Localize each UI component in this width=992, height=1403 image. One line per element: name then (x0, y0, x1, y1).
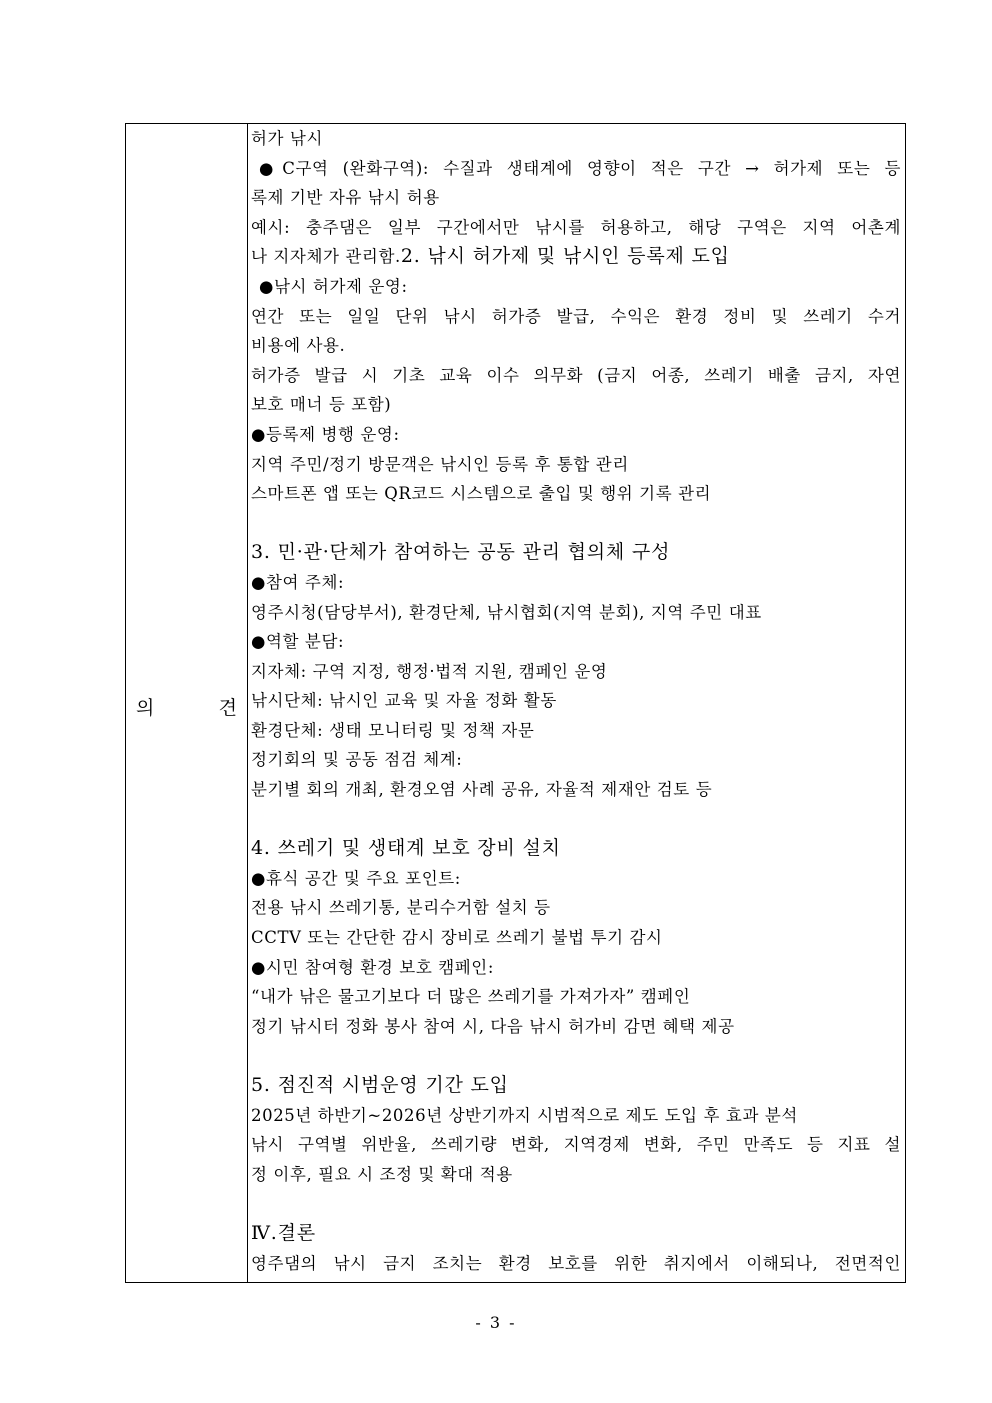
line-text: CCTV 또는 간단한 감시 장비로 쓰레기 불법 투기 감시 (251, 928, 663, 948)
line-text: 정기 낚시터 정화 봉사 참여 시, 다음 낚시 허가비 감면 혜택 제공 (251, 1016, 735, 1036)
label-char-2: 견 (218, 696, 237, 719)
line-text: 허가증 발급 시 기초 교육 이수 의무화 (금지 어종, 쓰레기 배출 금지, 자연 (251, 365, 901, 385)
content-line (251, 509, 901, 539)
content-line (251, 361, 901, 391)
line-text: 3. 민·관·단체가 참여하는 공동 관리 협의체 구성 (251, 541, 671, 564)
line-text: 정기회의 및 공동 점검 체계: (251, 750, 463, 770)
content-line (251, 627, 901, 657)
opinion-table (125, 123, 906, 1283)
line-text: ●휴식 공간 및 주요 포인트: (251, 868, 461, 888)
line-text: 보호 매너 등 포함) (251, 395, 392, 415)
line-text: 비용에 사용. (251, 336, 346, 356)
line-text: 스마트폰 앱 또는 QR코드 시스템으로 출입 및 행위 기록 관리 (251, 484, 712, 504)
section-heading-inline: 2. 낚시 허가제 및 낚시인 등록제 도입 (400, 245, 730, 268)
content-line (251, 953, 901, 983)
line-text: 낚시단체: 낚시인 교육 및 자율 정화 활동 (251, 691, 557, 711)
content-line (251, 923, 901, 953)
content-line (251, 598, 901, 628)
section-heading (251, 834, 901, 864)
line-text: 지자체: 구역 지정, 행정·법적 지원, 캠페인 운영 (251, 661, 608, 681)
line-text: ●C구역 (완화구역): 수질과 생태계에 영향이 적은 구간 → 허가제 또는 등 (259, 158, 901, 178)
content-line (251, 479, 901, 509)
line-text: ●낚시 허가제 운영: (259, 276, 408, 296)
line-text: 5. 점진적 시범운영 기간 도입 (251, 1074, 509, 1096)
line-text: 록제 기반 자유 낚시 허용 (251, 188, 440, 208)
line-text: 지역 주민/정기 방문객은 낚시인 등록 후 통합 관리 (251, 454, 629, 474)
content-line (251, 1101, 901, 1131)
content-line (251, 716, 901, 746)
line-text: 환경단체: 생태 모니터링 및 정책 자문 (251, 720, 535, 740)
line-text: 4. 쓰레기 및 생태계 보호 장비 설치 (251, 837, 561, 860)
line-text: 분기별 회의 개최, 환경오염 사례 공유, 자율적 제재안 검토 등 (251, 780, 713, 800)
label-cell (126, 124, 248, 1282)
content-line (251, 893, 901, 923)
content-line (251, 568, 901, 598)
line-text: 영주댐의 낚시 금지 조치는 환경 보호를 위한 취지에서 이해되나, 전면적인 (251, 1253, 901, 1273)
line-text: “내가 낚은 물고기보다 더 많은 쓰레기를 가져가자” 캠페인 (251, 987, 691, 1007)
content-line (251, 1041, 901, 1071)
content-line (251, 805, 901, 835)
label-char-1: 의 (136, 696, 155, 719)
content-line (251, 686, 901, 716)
content-line (251, 745, 901, 775)
section-heading (251, 1071, 901, 1101)
line-text: 2025년 하반기~2026년 상반기까지 시범적으로 제도 도입 후 효과 분석 (251, 1105, 798, 1125)
line-text: 낚시 구역별 위반율, 쓰레기량 변화, 지역경제 변화, 주민 만족도 등 지표 설 (251, 1135, 901, 1155)
page-number: - 3 - (475, 1313, 517, 1332)
content-line (251, 124, 901, 154)
line-text: 나 지자체가 관리함. (251, 247, 401, 267)
content-line (251, 1160, 901, 1190)
line-text: 허가 낚시 (251, 129, 324, 148)
line-text: 예시: 충주댐은 일부 구간에서만 낚시를 허용하고, 해당 구역은 지역 어촌계 (251, 217, 901, 237)
line-text: Ⅳ.결론 (251, 1221, 316, 1244)
line-text: 전용 낚시 쓰레기통, 분리수거함 설치 등 (251, 898, 551, 918)
content-line (251, 420, 901, 450)
line-text: ●역할 분담: (251, 632, 345, 652)
section-heading (251, 1219, 901, 1249)
opinion-label (136, 691, 237, 721)
line-text: ●시민 참여형 환경 보호 캠페인: (251, 957, 495, 977)
content-line (251, 450, 901, 480)
content-line (251, 331, 901, 361)
content-line (251, 775, 901, 805)
content-line (251, 1130, 901, 1160)
content-line (251, 1189, 901, 1219)
section-heading (251, 538, 901, 568)
content-cell (248, 124, 905, 1282)
content-line (251, 390, 901, 420)
content-line (251, 657, 901, 687)
line-text: ●등록제 병행 운영: (251, 424, 400, 444)
content-line (251, 1012, 901, 1042)
content-line (251, 213, 901, 243)
line-text: 정 이후, 필요 시 조정 및 확대 적용 (251, 1164, 513, 1184)
line-text: 영주시청(담당부서), 환경단체, 낚시협회(지역 분회), 지역 주민 대표 (251, 602, 762, 622)
content-line (251, 302, 901, 332)
content-line (251, 183, 901, 213)
line-text: ●참여 주체: (251, 572, 345, 592)
content-line (251, 242, 901, 272)
content-line (251, 982, 901, 1012)
content-line (251, 272, 901, 302)
content-line (251, 154, 901, 184)
content-line (251, 1249, 901, 1279)
line-text: 연간 또는 일일 단위 낚시 허가증 발급, 수익은 환경 정비 및 쓰레기 수거 (251, 306, 901, 326)
content-line (251, 864, 901, 894)
